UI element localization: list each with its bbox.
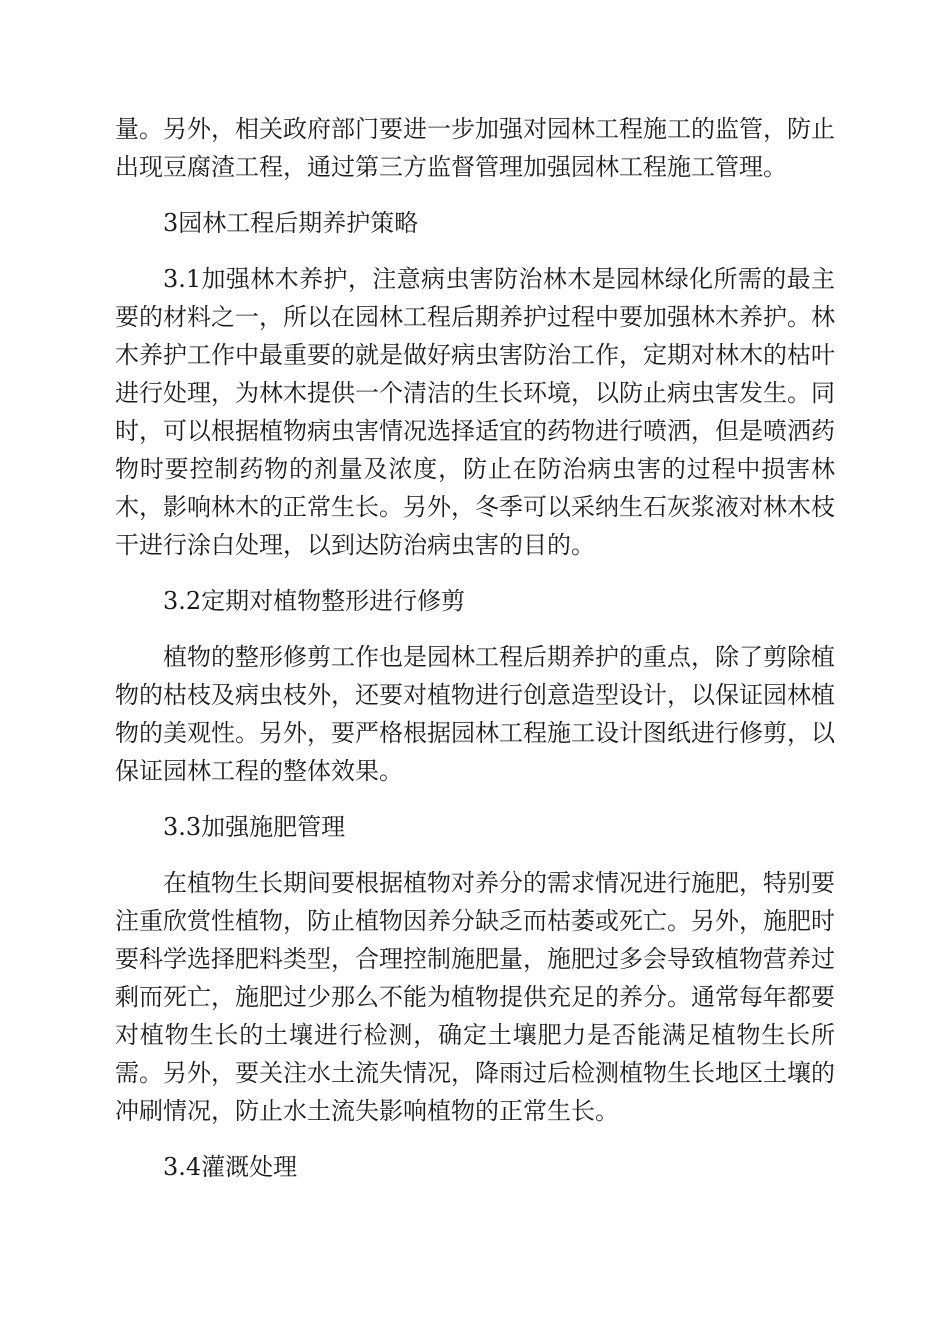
document-body <box>115 110 835 1204</box>
subsection-heading-3-4: 3.4灌溉处理 <box>163 1153 298 1181</box>
section-heading-3: 3园林工程后期养护策略 <box>163 209 419 237</box>
paragraph-3-1: 3.1加强林木养护，注意病虫害防治林木是园林绿化所需的最主要的材料之一，所以在园林工程后期养护过程中要加强林木养护。林木养护工作中最重要的就是做好病虫害防治工作，定期对林木的枯叶进行处理，为林木提供一个清洁的生长环境，以防止病虫害发生。同时，可以根据植物病虫害情况选择适宜的药物进行喷洒，但是喷洒药物时要控制药物的剂量及浓度，防止在防治病虫害的过程中损害林木，影响林木的正常生长。另外，冬季可以采纳生石灰浆液对林木枝干进行涂白处理，以到达防治病虫害的目的。 <box>115 265 835 559</box>
paragraph-3-2: 植物的整形修剪工作也是园林工程后期养护的重点，除了剪除植物的枯枝及病虫枝外，还要对植物进行创意造型设计，以保证园林植物的美观性。另外，要严格根据园林工程施工设计图纸进行修剪，以保证园林工程的整体效果。 <box>115 643 835 785</box>
paragraph-continuation: 量。另外，相关政府部门要进一步加强对园林工程施工的监管，防止出现豆腐渣工程，通过第三方监督管理加强园林工程施工管理。 <box>115 115 835 181</box>
paragraph-3-3: 在植物生长期间要根据植物对养分的需求情况进行施肥，特别要注重欣赏性植物，防止植物因养分缺乏而枯萎或死亡。另外，施肥时要科学选择肥料类型，合理控制施肥量，施肥过多会导致植物营养过剩而死亡，施肥过少那么不能为植物提供充足的养分。通常每年都要对植物生长的土壤进行检测，确定土壤肥力是否能满足植物生长所需。另外，要关注水土流失情况，降雨过后检测植物生长地区土壤的冲刷情况，防止水土流失影响植物的正常生长。 <box>115 869 835 1125</box>
subsection-heading-3-2: 3.2定期对植物整形进行修剪 <box>163 587 466 615</box>
subsection-heading-3-3: 3.3加强施肥管理 <box>163 813 346 841</box>
